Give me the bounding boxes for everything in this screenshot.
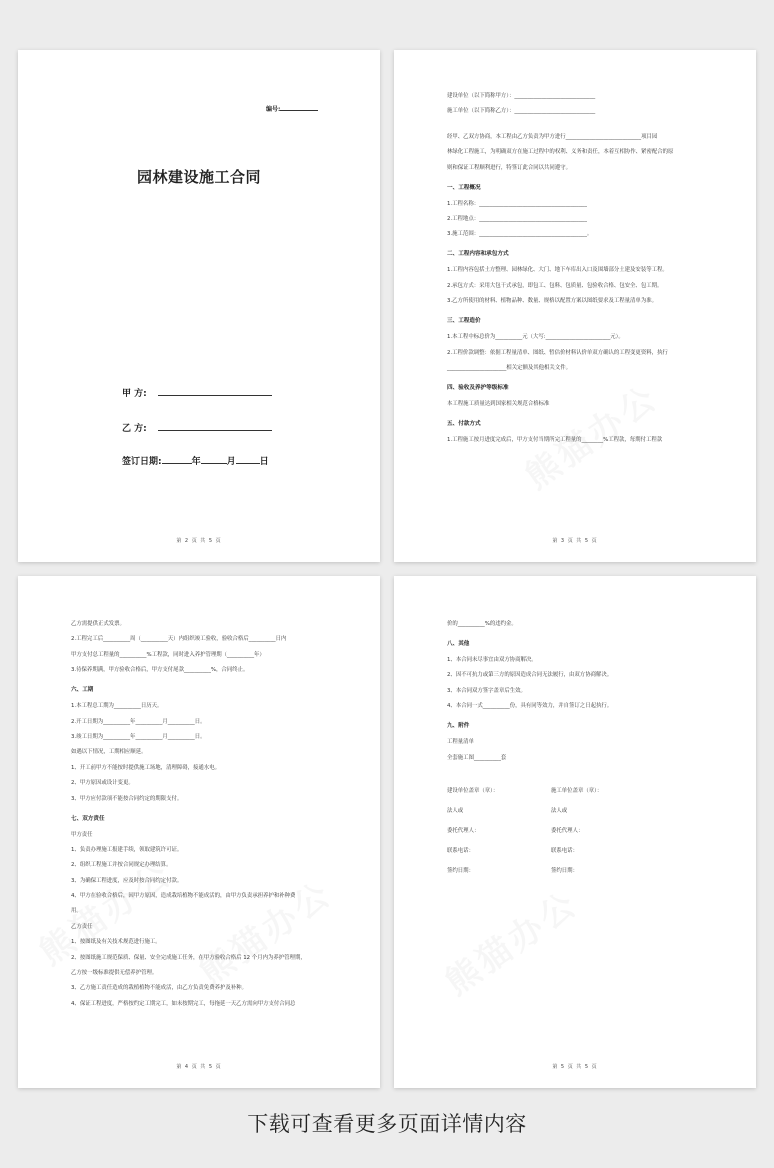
clause-line: 3.乙方所使用的材料、植物品种、数量、规格以配置方案以图纸要求及工程量清单为准。 [447,298,657,305]
clause-line: 全套施工图__________套 [447,754,507,761]
clause-line: 价的__________%的违约金。 [447,621,517,627]
section-heading: 五、付款方式 [447,420,481,427]
clause-line: 建设单位（以下简称甲方）：______________________________ [447,93,596,99]
clause-line: 3、为确保工程进度，应及时按合同约定付款。 [71,877,183,884]
page-footer: 第 4 页 共 5 页 [176,1064,222,1070]
page-3-body [447,92,703,451]
party-b-signature-field: 委托代理人： [551,827,584,834]
clause-line: 1.工程内容包括土方整理、园林绿化、大门、地下车库出入口及围墙部分土建及安装等工程。 [447,267,668,274]
clause-line: 3、乙方施工责任造成的栽植植物不能成活，由乙方负责免费养护及补种。 [71,985,247,992]
party-a-signature-field: 委托代理人： [447,827,480,834]
sign-date-label: 签订日期: [122,457,162,467]
spacer [447,123,703,133]
clause-line: 2、因不可抗力或第三方的原因造成合同无法履行，由双方协商解决。 [447,672,613,679]
clause-line: 1、开工前甲方不能按时提供施工场地，清理障碍，接通水电。 [71,764,220,771]
section-heading: 二、工程内容和承包方式 [447,251,509,258]
party-b-label: 乙 方: [122,424,147,434]
month-blank [201,456,227,464]
party-a-signature-field: 法人或 [447,807,464,814]
clause-line: 2、甲方原因或设计变更。 [71,780,134,787]
clause-line: 乙方按一级标准提供无偿养护管理。 [71,970,158,977]
clause-line: 1.工程施工按月进度完成后，甲方支付当期所完工程量的________%工程款，每期付工程款 [447,436,663,443]
party-a-label: 甲 方: [122,389,147,399]
day-label: 日 [259,457,269,467]
clause-line: 如遇以下情况，工期相应顺延。 [71,749,147,756]
clause-line: 3、本合同双方签字盖章后生效。 [447,687,526,694]
page-5-body [447,620,703,887]
party-a-signature-field: 联系电话： [447,847,474,854]
party-b-signature-field: 签约日期： [551,867,578,874]
clause-line: 则和保证工程顺利进行，特签订此合同以共同遵守。 [447,164,571,171]
clause-line: 2、组织工程施工并按合同规定办理结算。 [71,862,172,869]
party-a-blank [158,388,272,396]
contract-title: 园林建设施工合同 [136,168,261,186]
contract-page-4 [18,576,380,1088]
signature-row [447,827,703,835]
clause-line: 4、甲方在验收合格后，因甲方原因，造成栽培植物不能成活的，由甲方负责承担养护和补种费 [71,893,296,900]
clause-line: 1、本合同未尽事宜由双方协商解决。 [447,657,537,663]
clause-line: 2、按图纸施工规范保质、保量、安全完成施工任务，在甲方验收合格后 12 个月内为养护管理期， [71,954,306,961]
page-footer: 第 2 页 共 5 页 [176,538,222,544]
clause-line: 1.本工程总工期为__________日历天。 [71,703,163,710]
section-heading: 六、工期 [71,687,94,694]
signature-row [447,847,703,855]
clause-line: 1.本工程中标总价为__________元（大写:________________________元）。 [447,334,624,341]
clause-line: 2.工程地点：________________________________________ [447,215,587,222]
contract-number-label: 编号: [266,106,281,113]
clause-line: 甲方责任 [71,831,93,838]
clause-line: 本工程施工质量达到国家相关规范合格标准 [447,400,550,407]
page-4-body [71,620,327,1015]
clause-line: 1、按图纸及有关技术规范进行施工。 [71,939,161,946]
clause-line: 乙方需提供正式发票。 [71,621,125,627]
clause-line: ______________________相关定额及其他相关文件。 [447,364,571,371]
watermark [434,877,587,1004]
party-b-blank [158,423,272,431]
clause-line: 用。 [71,908,82,915]
party-a-field [122,386,272,399]
signature-block [447,787,703,875]
clause-line: 3.待保养期满，甲方验收合格后，甲方支付尾款__________%，合同终止。 [71,667,249,674]
contract-page-3 [394,50,756,562]
page-footer: 第 5 页 共 5 页 [552,1064,598,1070]
clause-line: 2.工程完工后__________周（__________天）内组织竣工验收，验收合格后__________日内 [71,636,287,643]
clause-line: 林绿化工程施工，为明确双方在施工过程中的权利、义务和责任，本着互相协作、紧密配合的原 [447,149,674,156]
party-b-signature-field: 施工单位盖章（章）： [551,787,603,794]
day-blank [236,456,260,464]
clause-line: 施工单位（以下简称乙方）：______________________________ [447,108,596,115]
contract-number-field [266,104,318,113]
clause-line: 4、保证工程进度，严格按约定工期完工，如未按期完工，每拖延一天乙方需向甲方支付合同总 [71,1000,296,1007]
clause-line: 工程量清单 [447,739,474,746]
month-label: 月 [226,457,236,467]
signature-row [447,807,703,815]
section-heading: 三、工程造价 [447,318,481,325]
section-heading: 七、双方责任 [71,815,105,822]
year-label: 年 [191,457,201,467]
clause-line: 3.竣工日期为__________年__________月__________日。 [71,733,206,740]
year-blank [162,456,192,464]
clause-line: 2.开工日期为__________年__________月__________日。 [71,718,206,725]
signature-row [447,787,703,795]
clause-line: 1.工程名称：________________________________________ [447,200,587,207]
clause-line: 3.施工范围：________________________________________。 [447,231,593,238]
party-a-signature-field: 签约日期： [447,867,474,874]
contract-page-5 [394,576,756,1088]
clause-line: 2.承包方式：采用大包干式承包，即包工、包料、包质量、包验收合格、包安全、包工期。 [447,282,663,289]
party-b-field [122,421,272,434]
section-heading: 八、其他 [447,641,470,647]
clause-line: 经甲、乙双方协商，本工程由乙方负责为甲方进行____________________________项目园 [447,133,658,140]
section-heading: 九、附件 [447,723,470,730]
clause-line: 乙方责任 [71,923,93,930]
contract-cover-page [18,50,380,562]
signature-row [447,867,703,875]
clause-line: 4、本合同一式__________份，具有同等效力，并自签订之日起执行。 [447,703,613,710]
party-b-signature-field: 法人或 [551,807,568,814]
contract-number-blank [280,105,318,111]
clause-line: 2.工程价款调整：依据工程量清单、图纸、暂估价材料认价单双方确认的工程变更资料，执行 [447,349,668,356]
party-b-signature-field: 联系电话： [551,847,578,854]
clause-line: 3、甲方应付款项不能按合同约定的期限支付。 [71,795,183,802]
page-5-lines [447,620,703,762]
clause-line: 1、负责办理施工报建手续，领取建筑许可证。 [71,846,183,853]
section-heading: 一、工程概况 [447,184,481,191]
party-a-signature-field: 建设单位盖章（章）： [447,787,499,794]
sign-date-field [122,454,269,467]
section-heading: 四、验收及养护等级标准 [447,384,509,391]
page-footer: 第 3 页 共 5 页 [552,538,598,544]
download-more-banner[interactable]: 下载可查看更多页面详情内容 [247,1112,527,1136]
clause-line: 甲方支付总工程量的__________%工程款，同时进入养护管理期（__________年） [71,651,265,658]
